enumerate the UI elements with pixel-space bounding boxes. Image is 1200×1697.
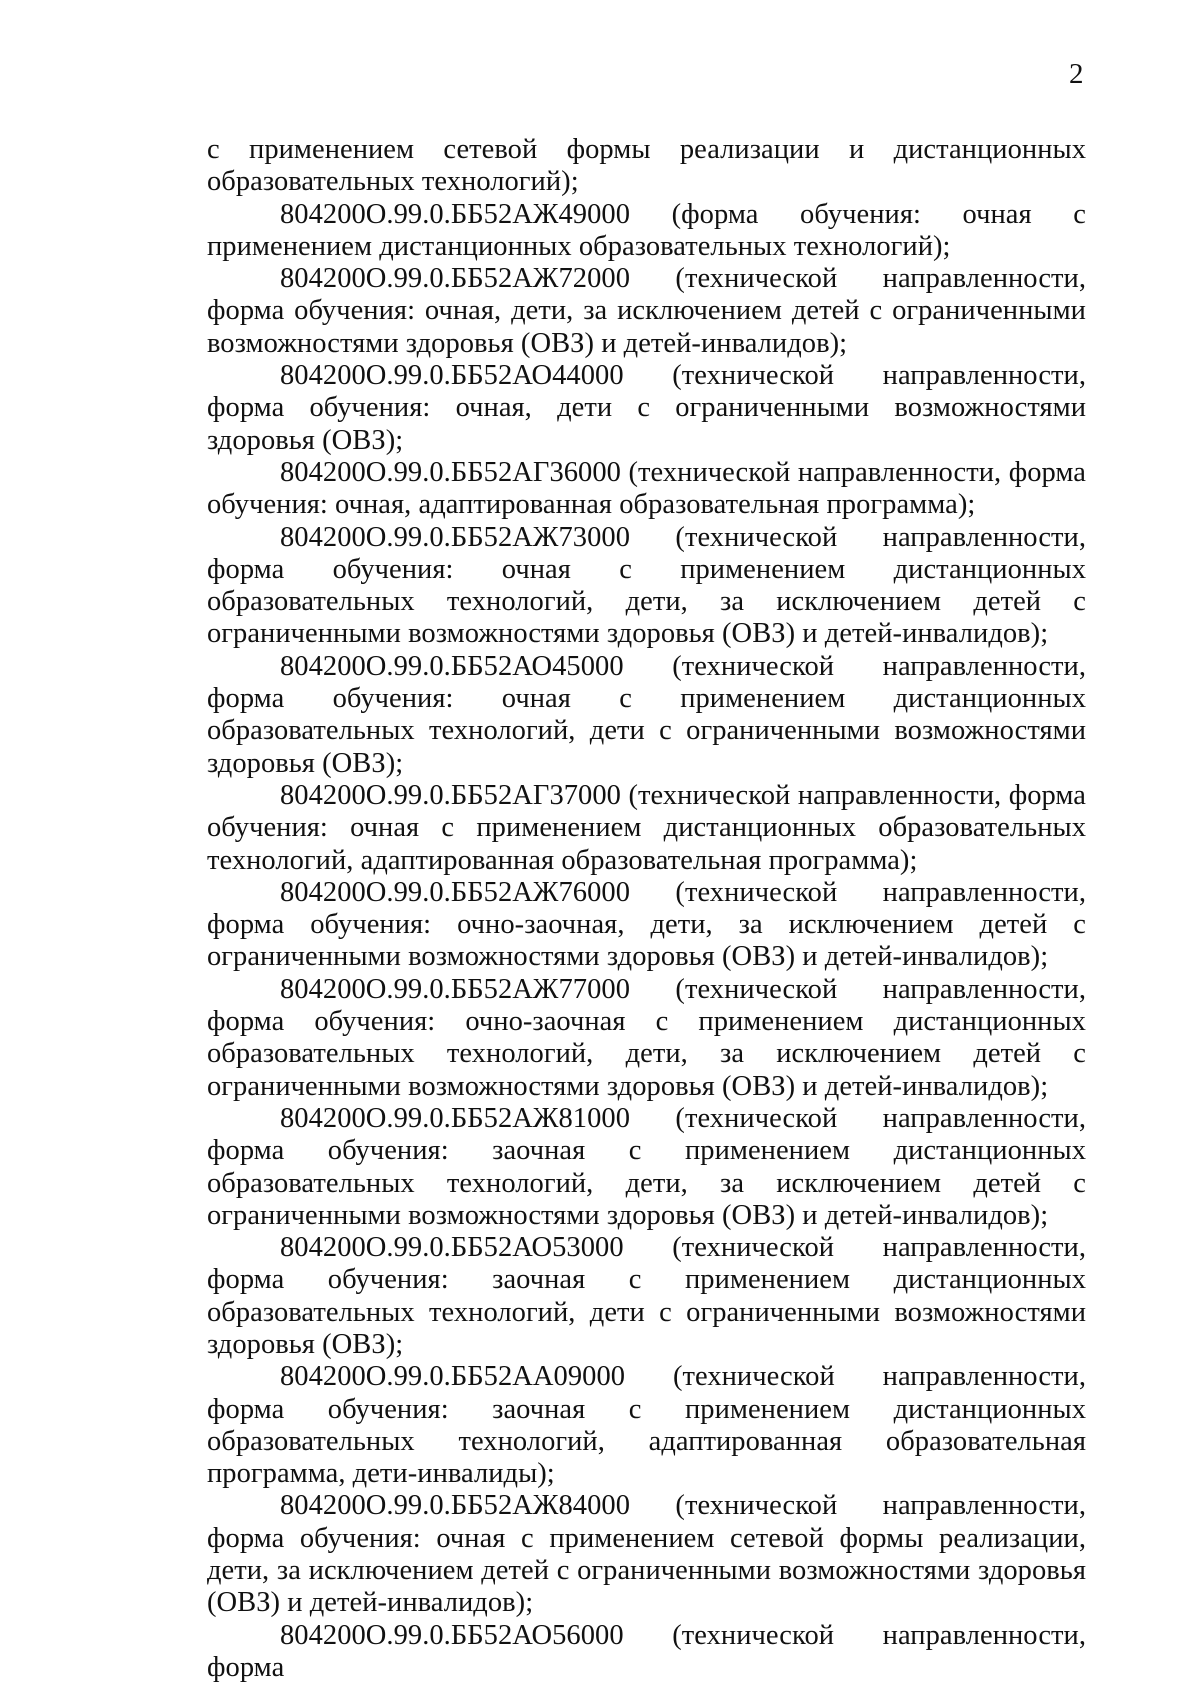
- paragraph: с применением сетевой формы реализации и дистанционных образовательных технологий);: [207, 134, 1086, 198]
- paragraph: 804200О.99.0.ББ52АЖ77000 (технической направленности, форма обучения: очно-заочная с применением дистанционных образовательных технологий, дети, за исключением детей с ограниченными возможностями здоровья (ОВЗ) и детей-инвалидов);: [207, 973, 1086, 1102]
- paragraph: 804200О.99.0.ББ52АГ37000 (технической направленности, форма обучения: очная с применением дистанционных образовательных технологий, адаптированная образовательная программа);: [207, 779, 1086, 876]
- paragraph: 804200О.99.0.ББ52АА09000 (технической направленности, форма обучения: заочная с применением дистанционных образовательных технологий, адаптированная образовательная программа, дети-инвалиды);: [207, 1361, 1086, 1490]
- page-number: 2: [1069, 58, 1084, 90]
- paragraph: 804200О.99.0.ББ52АЖ76000 (технической направленности, форма обучения: очно-заочная, дети, за исключением детей с ограниченными возможностями здоровья (ОВЗ) и детей-инвалидов);: [207, 876, 1086, 973]
- paragraph: 804200О.99.0.ББ52АО45000 (технической направленности, форма обучения: очная с применением дистанционных образовательных технологий, дети с ограниченными возможностями здоровья (ОВЗ);: [207, 650, 1086, 779]
- paragraph: 804200О.99.0.ББ52АЖ84000 (технической направленности, форма обучения: очная с применением сетевой формы реализации, дети, за исключением детей с ограниченными возможностями здоровья (ОВЗ) и детей-инвалидов);: [207, 1490, 1086, 1619]
- paragraph: 804200О.99.0.ББ52АО53000 (технической направленности, форма обучения: заочная с применением дистанционных образовательных технологий, дети с ограниченными возможностями здоровья (ОВЗ);: [207, 1232, 1086, 1360]
- paragraph: 804200О.99.0.ББ52АГ36000 (технической направленности, форма обучения: очная, адаптированная образовательная программа);: [207, 456, 1086, 521]
- paragraph: 804200О.99.0.ББ52АЖ49000 (форма обучения: очная с применением дистанционных образовательных технологий);: [207, 198, 1086, 262]
- paragraph: 804200О.99.0.ББ52АЖ81000 (технической направленности, форма обучения: заочная с применением дистанционных образовательных технологий, дети, за исключением детей с ограниченными возможностями здоровья (ОВЗ) и детей-инвалидов);: [207, 1102, 1086, 1231]
- paragraph: 804200О.99.0.ББ52АЖ73000 (технической направленности, форма обучения: очная с применением дистанционных образовательных технологий, дети, за исключением детей с ограниченными возможностями здоровья (ОВЗ) и детей-инвалидов);: [207, 521, 1086, 650]
- paragraph: 804200О.99.0.ББ52АО56000 (технической направленности, форма: [207, 1619, 1086, 1683]
- document-body: [207, 134, 1086, 1684]
- paragraph: 804200О.99.0.ББ52АЖ72000 (технической направленности, форма обучения: очная, дети, за исключением детей с ограниченными возможностями здоровья (ОВЗ) и детей-инвалидов);: [207, 263, 1086, 359]
- paragraph: 804200О.99.0.ББ52АО44000 (технической направленности, форма обучения: очная, дети с ограниченными возможностями здоровья (ОВЗ);: [207, 360, 1086, 456]
